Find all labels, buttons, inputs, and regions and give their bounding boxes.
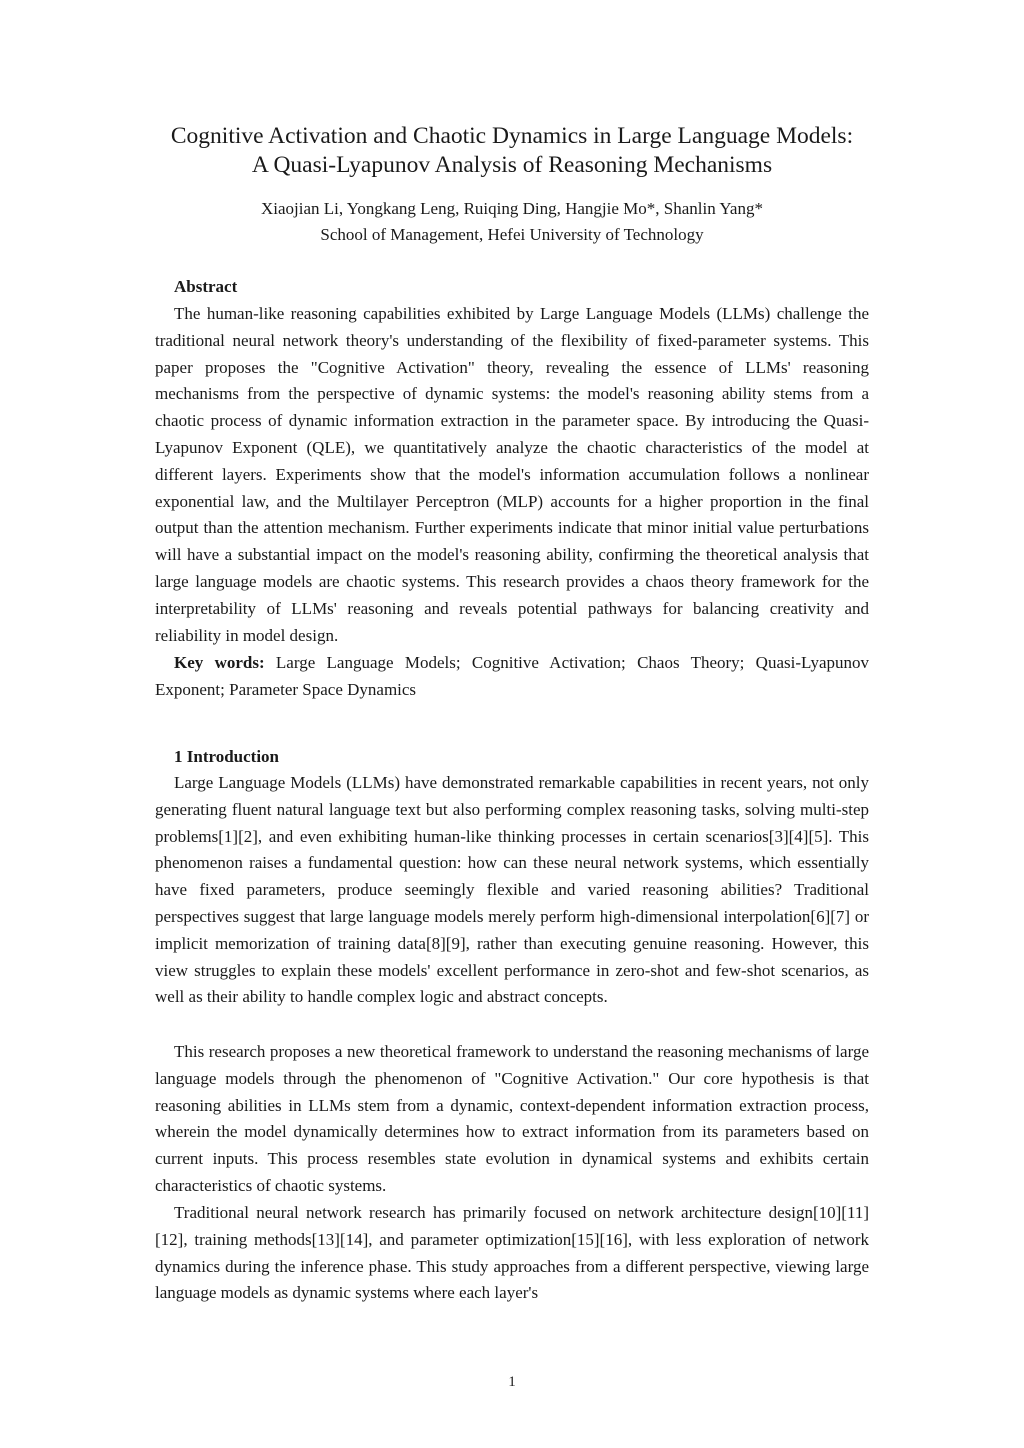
keywords-label: Key words: <box>174 653 265 672</box>
paper-title <box>115 122 909 180</box>
intro-paragraph-2: This research proposes a new theoretical framework to understand the reasoning mechanisms of large language models through the phenomenon of "Cognitive Activation." Our core hypothesis is that reasoning abilities in LLMs stem from a dynamic, context-dependent information extraction process, wherein the model dynamically determines how to extract information from its parameters based on current inputs. This process resembles state evolution in dynamical systems and exhibits certain characteristics of chaotic systems. <box>155 1042 869 1195</box>
keywords-text: Large Language Models; Cognitive Activation; Chaos Theory; Quasi-Lyapunov Exponent; Parameter Space Dynamics <box>155 653 869 699</box>
keywords <box>155 650 869 704</box>
affiliation: School of Management, Hefei University of Technology <box>320 225 704 244</box>
page-number: 1 <box>508 1374 516 1390</box>
author-block <box>155 196 869 248</box>
abstract-heading: Abstract <box>174 277 238 296</box>
intro-paragraph-1: Large Language Models (LLMs) have demonstrated remarkable capabilities in recent years, not only generating fluent natural language text but also performing complex reasoning tasks, solving multi-step problems[1][2], and even exhibiting human-like thinking processes in certain scenarios[3][4][5]. This phenomenon raises a fundamental question: how can these neural network systems, which essentially have fixed parameters, produce seemingly flexible and varied reasoning abilities? Traditional perspectives suggest that large language models merely perform high-dimensional interpolation[6][7] or implicit memorization of training data[8][9], rather than executing genuine reasoning. However, this view struggles to explain these models' excellent performance in zero-shot and few-shot scenarios, as well as their ability to handle complex logic and abstract concepts. <box>155 773 869 1007</box>
title-line-2: A Quasi-Lyapunov Analysis of Reasoning Mechanisms <box>251 152 773 178</box>
abstract-body: The human-like reasoning capabilities exhibited by Large Language Models (LLMs) challenge the traditional neural network theory's understanding of the flexibility of fixed-parameter systems. This paper proposes the "Cognitive Activation" theory, revealing the essence of LLMs' reasoning mechanisms from the perspective of dynamic systems: the model's reasoning ability stems from a chaotic process of dynamic information extraction in the parameter space. By introducing the Quasi-Lyapunov Exponent (QLE), we quantitatively analyze the chaotic characteristics of the model at different layers. Experiments show that the model's information accumulation follows a nonlinear exponential law, and the Multilayer Perceptron (MLP) accounts for a higher proportion in the final output than the attention mechanism. Further experiments indicate that minor initial value perturbations will have a substantial impact on the model's reasoning ability, confirming the theoretical analysis that large language models are chaotic systems. This research provides a chaos theory framework for the interpretability of LLMs' reasoning and reveals potential pathways for balancing creativity and reliability in model design. <box>155 304 869 645</box>
introduction-heading: 1 Introduction <box>174 747 280 766</box>
author-list: Xiaojian Li, Yongkang Leng, Ruiqing Ding, Hangjie Mo*, Shanlin Yang* <box>261 199 763 218</box>
title-line-1: Cognitive Activation and Chaotic Dynamics in Large Language Models: <box>170 123 854 149</box>
intro-paragraph-3: Traditional neural network research has primarily focused on network architecture design[10][11][12], training methods[13][14], and parameter optimization[15][16], with less exploration of network dynamics during the inference phase. This study approaches from a different perspective, viewing large language models as dynamic systems where each layer's <box>155 1203 869 1303</box>
